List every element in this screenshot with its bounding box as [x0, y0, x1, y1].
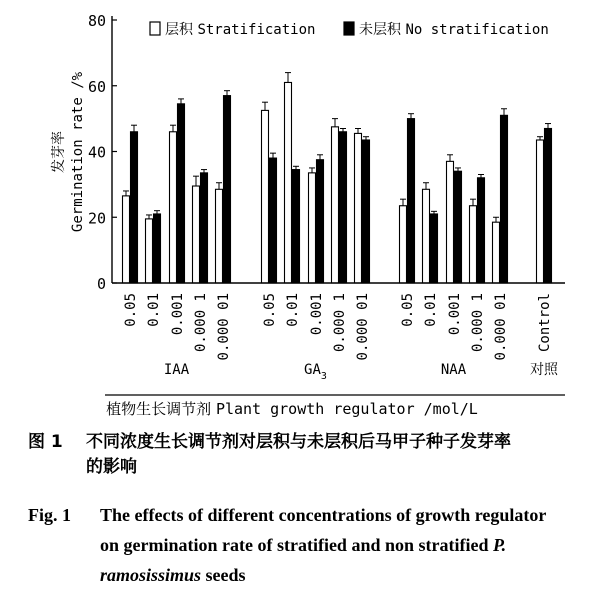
- caption-en-line1: The effects of different concentrations of growth regulator: [100, 505, 547, 525]
- legend-label-zh: 层积: [165, 22, 198, 38]
- group-label-text: IAA: [163, 362, 190, 378]
- x-tick-label: 0.001: [447, 293, 463, 336]
- x-tick-label: Control: [537, 293, 553, 353]
- legend-label-en: No stratification: [405, 22, 549, 38]
- bar-no-stratification: [201, 173, 208, 283]
- y-tick-label: 60: [87, 77, 106, 96]
- bar-stratification: [123, 196, 130, 283]
- x-tick-label: 0.05: [262, 293, 278, 327]
- bar-stratification: [537, 140, 544, 283]
- bar-no-stratification: [478, 178, 485, 283]
- bar-no-stratification: [131, 132, 138, 283]
- legend-label: [165, 22, 315, 38]
- y-tick-label: 0: [96, 275, 106, 293]
- group-label: [530, 362, 559, 378]
- y-axis: [88, 12, 117, 293]
- caption-zh-line2: 的影响: [86, 457, 137, 477]
- y-tick-label: 80: [87, 12, 106, 30]
- legend-swatch-no-stratification: [344, 22, 354, 35]
- x-tick-label: 0.000 1: [193, 293, 209, 353]
- bar-stratification: [400, 206, 407, 283]
- group-label-text: GA: [304, 362, 321, 378]
- bar-no-stratification: [363, 140, 370, 283]
- bar-stratification: [470, 206, 477, 283]
- bar-no-stratification: [455, 171, 462, 283]
- group-label: [304, 362, 327, 382]
- caption-en-line3-text: seeds: [205, 565, 246, 585]
- x-axis: [105, 283, 565, 395]
- bar-no-stratification: [178, 104, 185, 283]
- x-axis-title: [106, 400, 478, 418]
- caption-en-species: ramosissimus: [100, 565, 202, 585]
- caption-en-line3: [100, 560, 246, 590]
- x-title-unit: /mol/L: [423, 400, 478, 418]
- x-tick-label: 0.000 1: [470, 293, 486, 353]
- y-title-en: Germination rate: [70, 88, 86, 233]
- bar-stratification: [285, 82, 292, 283]
- y-axis-title: [51, 71, 86, 232]
- bar-stratification: [355, 133, 362, 283]
- bar-stratification: [262, 110, 269, 283]
- legend-label-en: Stratification: [197, 22, 316, 38]
- x-tick-label: 0.05: [400, 293, 416, 327]
- x-tick-label: 0.01: [285, 293, 301, 327]
- x-tick-label: 0.000 1: [332, 293, 348, 353]
- figure-label-zh: 图 1: [28, 432, 63, 452]
- bar-no-stratification: [154, 214, 161, 283]
- legend-label-zh: 未层积: [359, 22, 406, 38]
- caption-en-line2: [100, 530, 506, 560]
- bar-no-stratification: [340, 132, 347, 283]
- y-title-zh: 发芽率: [51, 131, 67, 173]
- bar-stratification: [216, 189, 223, 283]
- caption-en-genus: P.: [492, 535, 507, 555]
- x-tick-label: 0.000 01: [216, 293, 232, 361]
- bar-series: [123, 73, 552, 283]
- bar-stratification: [193, 186, 200, 283]
- bar-stratification: [170, 132, 177, 283]
- bar-no-stratification: [545, 128, 552, 283]
- x-tick-label: 0.000 01: [355, 293, 371, 361]
- caption-zh-line1: 不同浓度生长调节剂对层积与未层积后马甲子种子发芽率: [86, 432, 511, 452]
- x-tick-label: 0.001: [170, 293, 186, 336]
- x-title-zh: 植物生长调节剂: [106, 400, 216, 418]
- bar-no-stratification: [224, 96, 231, 283]
- y-title-unit: /%: [70, 71, 86, 89]
- x-title-en: Plant growth regulator: [215, 400, 424, 418]
- bar-stratification: [447, 161, 454, 283]
- bar-no-stratification: [293, 170, 300, 283]
- bar-no-stratification: [270, 158, 277, 283]
- y-tick-label: 20: [87, 209, 106, 228]
- x-tick-label: 0.000 01: [493, 293, 509, 361]
- legend-swatch-stratification: [150, 22, 160, 35]
- group-label-text: NAA: [440, 362, 467, 378]
- bar-stratification: [309, 173, 316, 283]
- y-axis-title-text: [51, 71, 86, 232]
- group-label-subscript: 3: [320, 371, 327, 382]
- bar-stratification: [423, 189, 430, 283]
- bar-no-stratification: [408, 119, 415, 283]
- group-label-text: 对照: [530, 362, 558, 378]
- legend: [150, 21, 549, 38]
- x-tick-label: 0.05: [123, 293, 139, 327]
- figure-label-en: Fig. 1: [28, 505, 71, 525]
- bar-no-stratification: [501, 115, 508, 283]
- y-tick-label: 40: [87, 143, 106, 162]
- bar-stratification: [332, 127, 339, 283]
- group-label: [441, 362, 467, 378]
- bar-stratification: [146, 219, 153, 283]
- bar-stratification: [493, 222, 500, 283]
- x-tick-label: 0.01: [146, 293, 162, 327]
- x-tick-label: 0.001: [309, 293, 325, 336]
- x-tick-label: 0.01: [423, 293, 439, 327]
- caption-en-line2-text: on germination rate of stratified and non stratified: [100, 535, 489, 555]
- bar-no-stratification: [317, 160, 324, 283]
- group-label: [164, 362, 190, 378]
- legend-label: [359, 21, 549, 38]
- bar-no-stratification: [431, 214, 438, 283]
